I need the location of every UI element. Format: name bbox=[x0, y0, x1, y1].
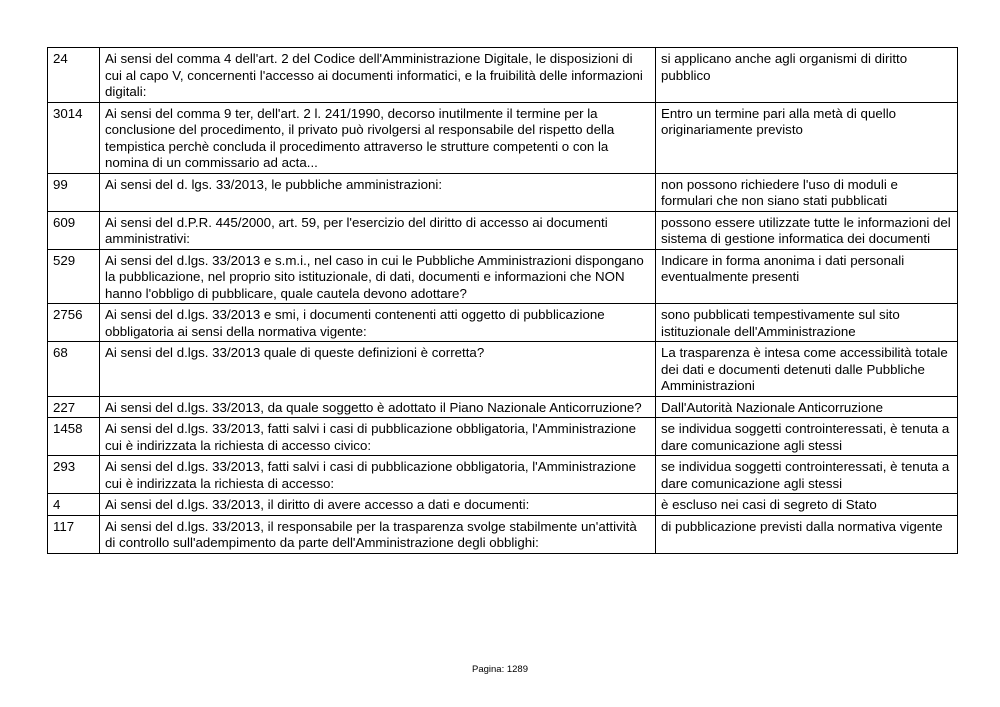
table-row bbox=[48, 304, 958, 342]
question-text: Ai sensi del d.lgs. 33/2013, fatti salvi i casi di pubblicazione obbligatoria, l'Amministrazione cui è indirizzata la richiesta di accesso: bbox=[100, 456, 656, 494]
answer-text: si applicano anche agli organismi di diritto pubblico bbox=[656, 48, 958, 103]
answer-text: è escluso nei casi di segreto di Stato bbox=[656, 494, 958, 516]
questions-table bbox=[47, 47, 958, 554]
question-text: Ai sensi del d.lgs. 33/2013 e smi, i documenti contenenti atti oggetto di pubblicazione obbligatoria ai sensi della normativa vigente: bbox=[100, 304, 656, 342]
question-text: Ai sensi del d.lgs. 33/2013, da quale soggetto è adottato il Piano Nazionale Anticorruzione? bbox=[100, 396, 656, 418]
question-text: Ai sensi del d.lgs. 33/2013, il responsabile per la trasparenza svolge stabilmente un'attività di controllo sull'adempimento da parte dell'Amministrazione degli obblighi: bbox=[100, 515, 656, 553]
table-row bbox=[48, 173, 958, 211]
table-row bbox=[48, 418, 958, 456]
table-row bbox=[48, 48, 958, 103]
question-text: Ai sensi del d.P.R. 445/2000, art. 59, per l'esercizio del diritto di accesso ai documenti amministrativi: bbox=[100, 211, 656, 249]
question-id: 68 bbox=[48, 342, 100, 397]
answer-text: possono essere utilizzate tutte le informazioni del sistema di gestione informatica dei documenti bbox=[656, 211, 958, 249]
page-number: Pagina: 1289 bbox=[472, 664, 528, 675]
question-id: 293 bbox=[48, 456, 100, 494]
table-row bbox=[48, 342, 958, 397]
question-text: Ai sensi del d. lgs. 33/2013, le pubbliche amministrazioni: bbox=[100, 173, 656, 211]
question-id: 1458 bbox=[48, 418, 100, 456]
answer-text: Entro un termine pari alla metà di quello originariamente previsto bbox=[656, 102, 958, 173]
question-text: Ai sensi del d.lgs. 33/2013 quale di queste definizioni è corretta? bbox=[100, 342, 656, 397]
question-text: Ai sensi del d.lgs. 33/2013, fatti salvi i casi di pubblicazione obbligatoria, l'Amministrazione cui è indirizzata la richiesta di accesso civico: bbox=[100, 418, 656, 456]
answer-text: sono pubblicati tempestivamente sul sito istituzionale dell'Amministrazione bbox=[656, 304, 958, 342]
answer-text: Dall'Autorità Nazionale Anticorruzione bbox=[656, 396, 958, 418]
question-text: Ai sensi del d.lgs. 33/2013, il diritto di avere accesso a dati e documenti: bbox=[100, 494, 656, 516]
question-id: 99 bbox=[48, 173, 100, 211]
table-row bbox=[48, 494, 958, 516]
table-row bbox=[48, 456, 958, 494]
question-id: 24 bbox=[48, 48, 100, 103]
question-id: 2756 bbox=[48, 304, 100, 342]
question-text: Ai sensi del d.lgs. 33/2013 e s.m.i., nel caso in cui le Pubbliche Amministrazioni dispongano la pubblicazione, nel proprio sito istituzionale, di dati, documenti e informazioni che NON hanno l'obbligo di pubblicare, quale cautela devono adottare? bbox=[100, 249, 656, 304]
answer-text: La trasparenza è intesa come accessibilità totale dei dati e documenti detenuti dalle Pubbliche Amministrazioni bbox=[656, 342, 958, 397]
table-row bbox=[48, 102, 958, 173]
answer-text: non possono richiedere l'uso di moduli e formulari che non siano stati pubblicati bbox=[656, 173, 958, 211]
question-id: 3014 bbox=[48, 102, 100, 173]
table-row bbox=[48, 211, 958, 249]
question-id: 609 bbox=[48, 211, 100, 249]
table-row bbox=[48, 396, 958, 418]
answer-text: se individua soggetti controinteressati, è tenuta a dare comunicazione agli stessi bbox=[656, 456, 958, 494]
table-row bbox=[48, 515, 958, 553]
answer-text: se individua soggetti controinteressati, è tenuta a dare comunicazione agli stessi bbox=[656, 418, 958, 456]
question-id: 529 bbox=[48, 249, 100, 304]
question-text: Ai sensi del comma 4 dell'art. 2 del Codice dell'Amministrazione Digitale, le disposizioni di cui al capo V, concernenti l'accesso ai documenti informatici, e la fruibilità delle informazioni digitali: bbox=[100, 48, 656, 103]
question-id: 117 bbox=[48, 515, 100, 553]
answer-text: di pubblicazione previsti dalla normativa vigente bbox=[656, 515, 958, 553]
answer-text: Indicare in forma anonima i dati personali eventualmente presenti bbox=[656, 249, 958, 304]
question-id: 4 bbox=[48, 494, 100, 516]
question-text: Ai sensi del comma 9 ter, dell'art. 2 l. 241/1990, decorso inutilmente il termine per la conclusione del procedimento, il privato può rivolgersi al responsabile del rispetto della tempistica perchè concluda il procedimento attraverso le strutture competenti o con la nomina di un commissario ad acta... bbox=[100, 102, 656, 173]
table-row bbox=[48, 249, 958, 304]
question-id: 227 bbox=[48, 396, 100, 418]
